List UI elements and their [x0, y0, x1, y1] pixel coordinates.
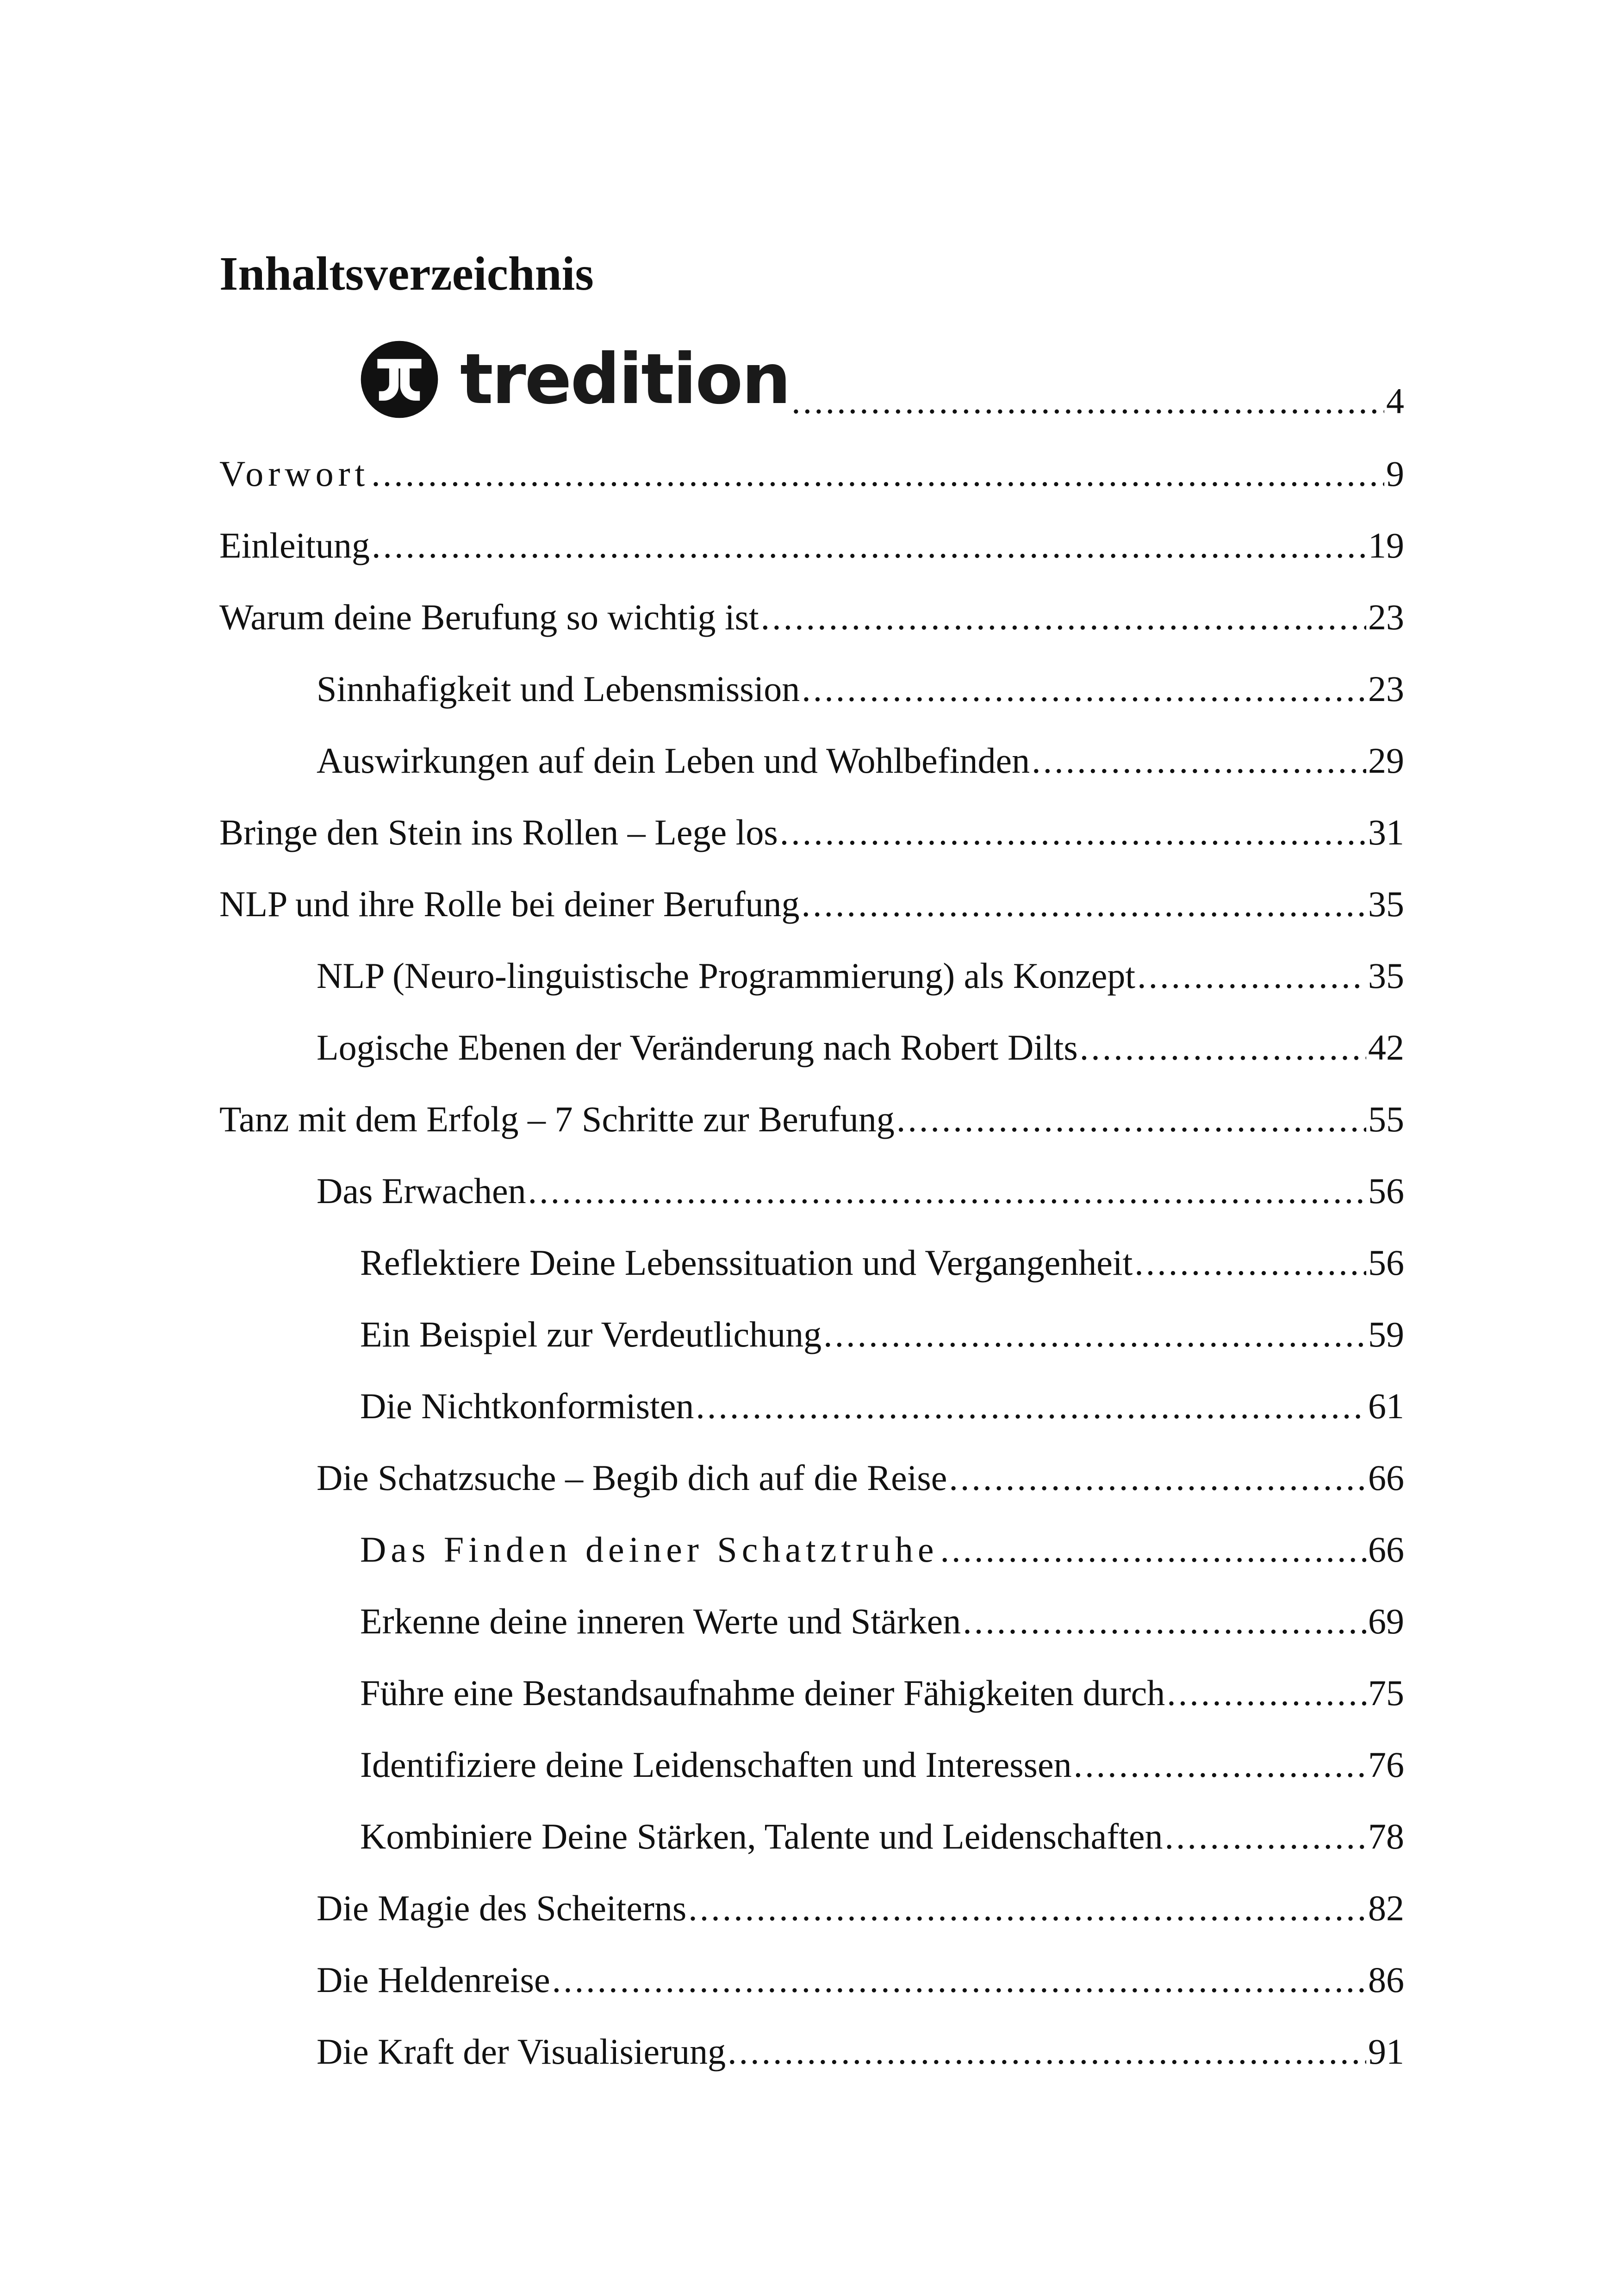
- toc-page-number: 59: [1368, 1314, 1404, 1354]
- toc-entry-title: NLP (Neuro-linguistische Programmierung) als Konzept: [317, 956, 1136, 996]
- toc-entry-title: Führe eine Bestandsaufnahme deiner Fähigkeiten durch: [360, 1673, 1165, 1713]
- dot-leader: [896, 1101, 1366, 1137]
- dot-leader: [728, 2034, 1366, 2070]
- toc-entry[interactable]: [317, 1027, 1404, 1067]
- dot-leader: [823, 1316, 1366, 1353]
- dot-leader: [1074, 1747, 1366, 1783]
- dot-leader: [963, 1603, 1366, 1639]
- toc-entry[interactable]: [317, 1890, 1404, 1926]
- toc-page-number: 69: [1368, 1601, 1404, 1641]
- toc-page-number: 4: [1386, 381, 1404, 421]
- toc-entry-title: Identifiziere deine Leidenschaften und Interessen: [360, 1744, 1072, 1785]
- toc-entry-title: Die Heldenreise: [317, 1960, 550, 2000]
- toc-entry[interactable]: [317, 740, 1404, 781]
- toc-entry[interactable]: [360, 1603, 1404, 1639]
- toc-entry[interactable]: [219, 886, 1404, 922]
- toc-page-number: 61: [1368, 1386, 1404, 1426]
- dot-leader: [1167, 1675, 1366, 1711]
- toc-page-number: 35: [1368, 884, 1404, 924]
- toc-page-number: 76: [1368, 1744, 1404, 1785]
- toc-entry[interactable]: [317, 1962, 1404, 1998]
- tredition-logo: [360, 338, 790, 421]
- toc-entry[interactable]: [317, 671, 1404, 707]
- toc-page-number: 78: [1368, 1816, 1404, 1856]
- dot-leader: [940, 1532, 1366, 1568]
- dot-leader: [801, 886, 1366, 922]
- toc-page-number: 29: [1368, 740, 1404, 781]
- dot-leader: [696, 1388, 1366, 1424]
- toc-entry[interactable]: [219, 814, 1404, 850]
- toc-entry[interactable]: [360, 1242, 1404, 1283]
- dot-leader: [949, 1460, 1366, 1496]
- toc-entry[interactable]: [317, 958, 1404, 994]
- toc-entry[interactable]: [219, 527, 1404, 564]
- toc-entry[interactable]: [360, 1388, 1404, 1424]
- toc-entry[interactable]: [317, 1460, 1404, 1496]
- toc-page-number: 55: [1368, 1099, 1404, 1139]
- toc-entry-title: Bringe den Stein ins Rollen – Lege los: [219, 812, 778, 852]
- toc-entry-title: Die Nichtkonformisten: [360, 1386, 694, 1426]
- toc-entry[interactable]: [317, 2031, 1404, 2072]
- dot-leader: [791, 380, 1384, 422]
- dot-leader: [528, 1173, 1366, 1209]
- toc-page-number: 9: [1386, 453, 1404, 494]
- dot-leader: [802, 671, 1366, 707]
- toc-entry-title: Vorwort: [219, 453, 370, 494]
- dot-leader: [1134, 1245, 1366, 1281]
- toc-entry-title: Einleitung: [219, 525, 370, 565]
- toc-entry-title: Ein Beispiel zur Verdeutlichung: [360, 1314, 822, 1354]
- toc-entry-title: Kombiniere Deine Stärken, Talente und Leidenschaften: [360, 1816, 1163, 1856]
- toc-page-number: 35: [1368, 956, 1404, 996]
- toc-entry[interactable]: [360, 1744, 1404, 1785]
- toc-page-number: 42: [1368, 1027, 1404, 1067]
- toc-page-number: 66: [1368, 1529, 1404, 1570]
- dot-leader: [1164, 1818, 1366, 1855]
- toc-entry-title: NLP und ihre Rolle bei deiner Berufung: [219, 884, 800, 924]
- dot-leader: [1080, 1030, 1366, 1066]
- page-title: Inhaltsverzeichnis: [219, 247, 594, 300]
- toc-page-number: 82: [1368, 1888, 1404, 1928]
- toc-page-number: 86: [1368, 1960, 1404, 2000]
- toc-page-number: 56: [1368, 1171, 1404, 1211]
- toc-page-number: 23: [1368, 597, 1404, 637]
- toc-page-number: 19: [1368, 525, 1404, 565]
- toc-page-number: 66: [1368, 1458, 1404, 1498]
- tredition-wordmark: tredition: [460, 339, 790, 420]
- toc-entry-title: Reflektiere Deine Lebenssituation und Vergangenheit: [360, 1242, 1133, 1283]
- dot-leader: [552, 1962, 1366, 1998]
- toc-page-number: 91: [1368, 2031, 1404, 2072]
- toc-entry-title: Warum deine Berufung so wichtig ist: [219, 597, 759, 637]
- toc-entry-logo[interactable]: [360, 333, 1404, 426]
- dot-leader: [1137, 958, 1366, 994]
- toc-entry[interactable]: [360, 1529, 1404, 1570]
- toc-page-number: 31: [1368, 812, 1404, 852]
- dot-leader: [371, 456, 1384, 492]
- toc-entry-title: Logische Ebenen der Veränderung nach Robert Dilts: [317, 1027, 1078, 1067]
- dot-leader: [688, 1890, 1366, 1926]
- toc-entry-title: Die Kraft der Visualisierung: [317, 2031, 726, 2072]
- dot-leader: [372, 527, 1366, 564]
- dot-leader: [761, 599, 1366, 635]
- dot-leader: [1032, 743, 1366, 779]
- toc-entry-title: Die Schatzsuche – Begib dich auf die Reise: [317, 1458, 947, 1498]
- toc-entry[interactable]: [219, 1101, 1404, 1137]
- toc-entry-title: Erkenne deine inneren Werte und Stärken: [360, 1601, 961, 1641]
- toc-entry[interactable]: [219, 599, 1404, 635]
- toc-page-number: 75: [1368, 1673, 1404, 1713]
- toc-entry[interactable]: [219, 453, 1404, 494]
- toc-entry-title: Auswirkungen auf dein Leben und Wohlbefinden: [317, 740, 1030, 781]
- toc-entry-title: Tanz mit dem Erfolg – 7 Schritte zur Berufung: [219, 1099, 895, 1139]
- toc-entry[interactable]: [317, 1173, 1404, 1209]
- tredition-logo-icon: [360, 340, 439, 419]
- toc-entry[interactable]: [360, 1675, 1404, 1711]
- toc-entry-title: Die Magie des Scheiterns: [317, 1888, 687, 1928]
- toc-entry[interactable]: [360, 1818, 1404, 1855]
- toc-entry[interactable]: [360, 1316, 1404, 1353]
- toc-entry-title: Das Finden deiner Schatztruhe: [360, 1529, 939, 1570]
- toc-entry-title: Das Erwachen: [317, 1171, 526, 1211]
- dot-leader: [780, 814, 1366, 850]
- toc-entry-title: Sinnhafigkeit und Lebensmission: [317, 669, 800, 709]
- toc-page-number: 23: [1368, 669, 1404, 709]
- toc-page-number: 56: [1368, 1242, 1404, 1283]
